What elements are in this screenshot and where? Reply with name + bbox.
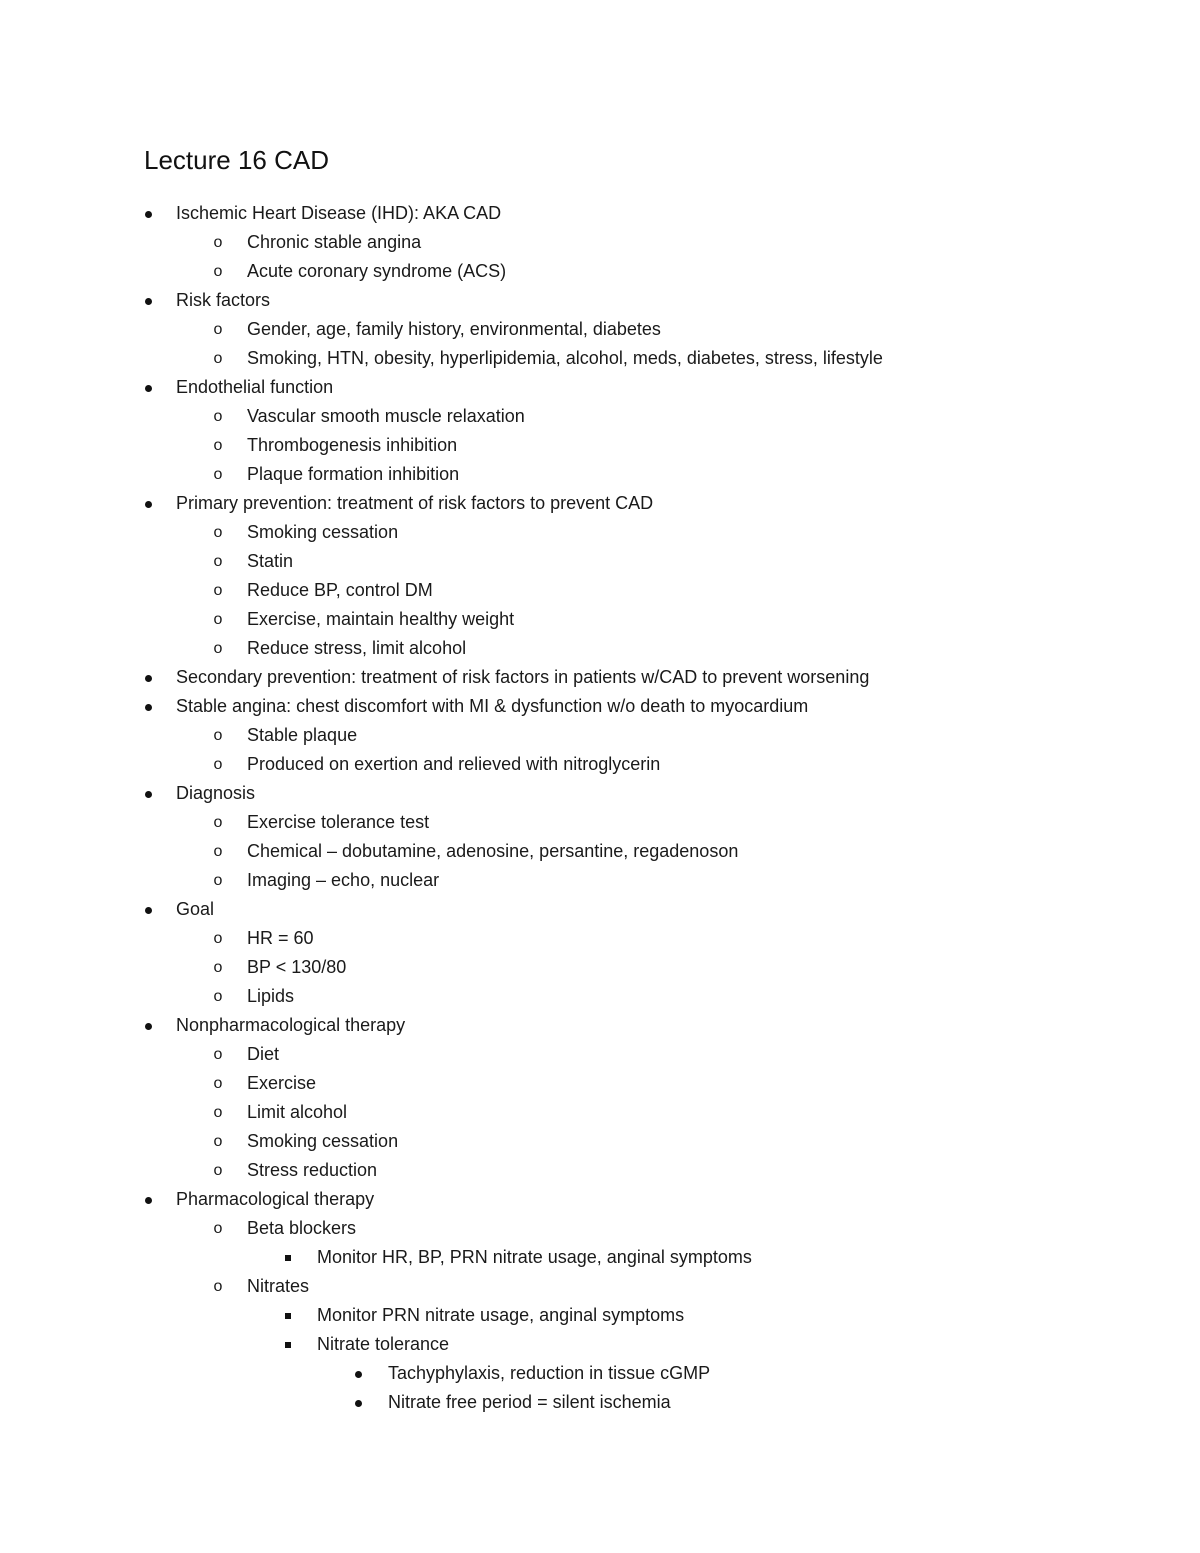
list-item-text: Pharmacological therapy: [176, 1189, 375, 1209]
list-item: [0, 1185, 1200, 1214]
list-item-text: Reduce BP, control DM: [247, 580, 433, 600]
list-item: [0, 1127, 1200, 1156]
list-item-text: Thrombogenesis inhibition: [247, 435, 458, 455]
list-item: [0, 924, 1200, 953]
list-item-text: Stable angina: chest discomfort with MI & dysfunction w/o death to myocardium: [176, 696, 809, 716]
list-item-text: Chemical – dobutamine, adenosine, persantine, regadenoson: [247, 841, 739, 861]
list-item: [0, 1243, 1200, 1272]
list-item: [0, 1272, 1200, 1301]
list-item: [0, 199, 1200, 228]
list-item-text: Stable plaque: [247, 725, 358, 745]
list-item-text: Endothelial function: [176, 377, 334, 397]
list-item: [0, 982, 1200, 1011]
list-item-text: Exercise, maintain healthy weight: [247, 609, 515, 629]
circle-letter-bullet-icon: o: [213, 234, 223, 251]
circle-letter-bullet-icon: o: [213, 437, 223, 454]
list-item: [0, 866, 1200, 895]
round-bullet-icon: [138, 1185, 158, 1214]
list-item-text: Risk factors: [176, 290, 271, 310]
list-item: [0, 373, 1200, 402]
list-item-text: Nitrates: [247, 1276, 310, 1296]
list-item-text: Gender, age, family history, environmental, diabetes: [247, 319, 661, 339]
round-bullet-icon: [348, 1359, 368, 1388]
list-item-text: HR = 60: [247, 928, 314, 948]
circle-letter-bullet-icon: o: [213, 872, 223, 889]
circle-letter-bullet-icon: o: [213, 756, 223, 773]
circle-letter-bullet-icon: o: [213, 611, 223, 628]
list-item-text: Exercise: [247, 1073, 317, 1093]
circle-letter-bullet-icon: o: [213, 350, 223, 367]
list-item: [0, 1359, 1200, 1388]
list-item: [0, 1098, 1200, 1127]
round-bullet-icon: [138, 663, 158, 692]
list-item: [0, 489, 1200, 518]
list-item-text: Goal: [176, 899, 215, 919]
page-title: Lecture 16 CAD: [144, 145, 329, 175]
round-bullet-icon: [138, 779, 158, 808]
list-item-text: Acute coronary syndrome (ACS): [247, 261, 507, 281]
round-bullet-icon: [138, 199, 158, 228]
round-bullet-icon: [138, 373, 158, 402]
list-item-text: Smoking cessation: [247, 1131, 399, 1151]
list-item-text: Exercise tolerance test: [247, 812, 430, 832]
list-item: [0, 1214, 1200, 1243]
list-item: [0, 634, 1200, 663]
list-item: [0, 1330, 1200, 1359]
circle-letter-bullet-icon: o: [213, 843, 223, 860]
list-item-text: Monitor HR, BP, PRN nitrate usage, anginal symptoms: [317, 1247, 752, 1267]
list-item: [0, 605, 1200, 634]
square-bullet-icon: [278, 1301, 298, 1330]
list-item: [0, 721, 1200, 750]
list-item-text: Lipids: [247, 986, 295, 1006]
circle-letter-bullet-icon: o: [213, 959, 223, 976]
list-item-text: Monitor PRN nitrate usage, anginal symptoms: [317, 1305, 685, 1325]
list-item-text: Vascular smooth muscle relaxation: [247, 406, 525, 426]
circle-letter-bullet-icon: o: [213, 988, 223, 1005]
list-item: [0, 837, 1200, 866]
list-item: [0, 1069, 1200, 1098]
list-item: [0, 518, 1200, 547]
list-item: [0, 1156, 1200, 1185]
list-item-text: Nonpharmacological therapy: [176, 1015, 406, 1035]
list-item-text: Limit alcohol: [247, 1102, 348, 1122]
round-bullet-icon: [138, 1011, 158, 1040]
list-item: [0, 228, 1200, 257]
list-item: [0, 547, 1200, 576]
list-item: [0, 315, 1200, 344]
list-item: [0, 460, 1200, 489]
list-item-text: Chronic stable angina: [247, 232, 422, 252]
circle-letter-bullet-icon: o: [213, 640, 223, 657]
round-bullet-icon: [138, 692, 158, 721]
circle-letter-bullet-icon: o: [213, 814, 223, 831]
circle-letter-bullet-icon: o: [213, 1220, 223, 1237]
list-item-text: Secondary prevention: treatment of risk factors in patients w/CAD to prevent worsening: [176, 667, 870, 687]
list-item-text: Imaging – echo, nuclear: [247, 870, 440, 890]
list-item: [0, 663, 1200, 692]
circle-letter-bullet-icon: o: [213, 1278, 223, 1295]
round-bullet-icon: [138, 895, 158, 924]
list-item: [0, 1388, 1200, 1417]
circle-letter-bullet-icon: o: [213, 582, 223, 599]
list-item-text: Statin: [247, 551, 294, 571]
list-item: [0, 257, 1200, 286]
list-item-text: Smoking, HTN, obesity, hyperlipidemia, alcohol, meds, diabetes, stress, lifestyle: [247, 348, 883, 368]
list-item: [0, 1040, 1200, 1069]
circle-letter-bullet-icon: o: [213, 1133, 223, 1150]
list-item: [0, 692, 1200, 721]
list-item: [0, 895, 1200, 924]
circle-letter-bullet-icon: o: [213, 263, 223, 280]
list-item: [0, 402, 1200, 431]
list-item-text: BP < 130/80: [247, 957, 347, 977]
round-bullet-icon: [138, 286, 158, 315]
list-item-text: Produced on exertion and relieved with nitroglycerin: [247, 754, 661, 774]
square-bullet-icon: [278, 1330, 298, 1359]
square-bullet-icon: [278, 1243, 298, 1272]
circle-letter-bullet-icon: o: [213, 1162, 223, 1179]
list-item-text: Tachyphylaxis, reduction in tissue cGMP: [388, 1363, 711, 1383]
list-item-text: Reduce stress, limit alcohol: [247, 638, 467, 658]
list-item: [0, 576, 1200, 605]
list-item: [0, 344, 1200, 373]
list-item-text: Diagnosis: [176, 783, 256, 803]
list-item-text: Nitrate free period = silent ischemia: [388, 1392, 671, 1412]
list-item: [0, 1011, 1200, 1040]
list-item: [0, 286, 1200, 315]
circle-letter-bullet-icon: o: [213, 727, 223, 744]
bullet-outline: [0, 199, 1200, 1417]
circle-letter-bullet-icon: o: [213, 408, 223, 425]
round-bullet-icon: [348, 1388, 368, 1417]
list-item: [0, 431, 1200, 460]
circle-letter-bullet-icon: o: [213, 321, 223, 338]
list-item-text: Smoking cessation: [247, 522, 399, 542]
circle-letter-bullet-icon: o: [213, 1046, 223, 1063]
round-bullet-icon: [138, 489, 158, 518]
list-item-text: Primary prevention: treatment of risk factors to prevent CAD: [176, 493, 654, 513]
circle-letter-bullet-icon: o: [213, 466, 223, 483]
list-item-text: Nitrate tolerance: [317, 1334, 450, 1354]
list-item: [0, 808, 1200, 837]
list-item-text: Ischemic Heart Disease (IHD): AKA CAD: [176, 203, 502, 223]
circle-letter-bullet-icon: o: [213, 1075, 223, 1092]
list-item: [0, 953, 1200, 982]
circle-letter-bullet-icon: o: [213, 930, 223, 947]
list-item: [0, 750, 1200, 779]
circle-letter-bullet-icon: o: [213, 524, 223, 541]
list-item-text: Beta blockers: [247, 1218, 357, 1238]
list-item-text: Diet: [247, 1044, 280, 1064]
list-item: [0, 1301, 1200, 1330]
list-item-text: Stress reduction: [247, 1160, 378, 1180]
list-item: [0, 779, 1200, 808]
circle-letter-bullet-icon: o: [213, 1104, 223, 1121]
list-item-text: Plaque formation inhibition: [247, 464, 460, 484]
circle-letter-bullet-icon: o: [213, 553, 223, 570]
